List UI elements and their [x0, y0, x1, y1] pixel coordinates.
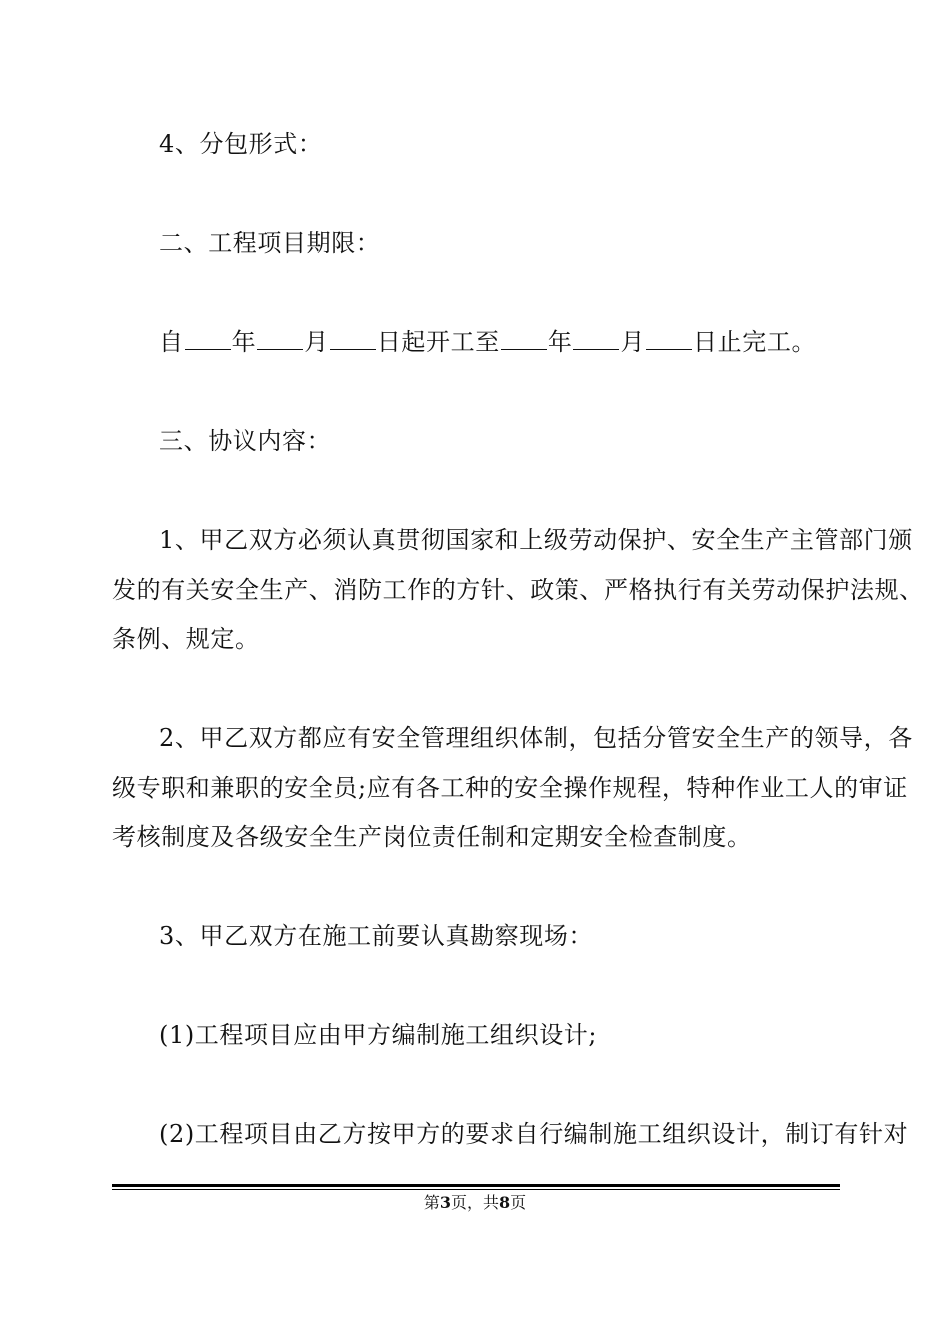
start-label: 日起开工至 — [376, 328, 500, 356]
date-range-line — [159, 326, 816, 358]
current-page: 3 — [439, 1193, 451, 1212]
page-suffix: 页 — [510, 1193, 527, 1212]
section-item-3: 3、甲乙双方在施工前要认真勘察现场： — [159, 922, 594, 950]
sub-item-2: (2)工程项目由乙方按甲方的要求自行编制施工组织设计，制订有针对 — [159, 1120, 909, 1148]
section-heading-3: 三、协议内容： — [159, 427, 332, 455]
blank-end-month — [573, 327, 619, 350]
blank-end-year — [501, 327, 547, 350]
blank-end-day — [646, 327, 692, 350]
section-heading-2: 二、工程项目期限： — [159, 229, 381, 257]
page-number — [0, 1192, 950, 1214]
paragraph-2-line-3: 考核制度及各级安全生产岗位责任制和定期安全检查制度。 — [112, 823, 752, 851]
year-label: 年 — [231, 328, 257, 356]
month-label-2: 月 — [620, 328, 646, 356]
page-prefix: 第 — [423, 1193, 440, 1212]
month-label: 月 — [304, 328, 329, 356]
blank-start-month — [257, 327, 303, 350]
end-label: 日止完工。 — [693, 328, 817, 356]
blank-start-day — [330, 327, 376, 350]
footer-divider-thin — [112, 1189, 840, 1190]
blank-start-year — [185, 327, 231, 350]
paragraph-1-line-2: 发的有关安全生产、消防工作的方针、政策、严格执行有关劳动保护法规、 — [112, 576, 924, 604]
paragraph-1-line-1: 1、甲乙双方必须认真贯彻国家和上级劳动保护、安全生产主管部门颁 — [159, 526, 913, 554]
year-label-2: 年 — [547, 328, 573, 356]
paragraph-1-line-3: 条例、规定。 — [112, 625, 260, 653]
page-middle: 页，共 — [450, 1193, 499, 1212]
sub-item-1: (1)工程项目应由甲方编制施工组织设计; — [159, 1021, 598, 1049]
footer-divider-thick — [112, 1184, 840, 1187]
paragraph-2-line-2: 级专职和兼职的安全员;应有各工种的安全操作规程，特种作业工人的审证 — [112, 774, 908, 802]
paragraph-2-line-1: 2、甲乙双方都应有安全管理组织体制，包括分管安全生产的领导，各 — [159, 724, 913, 752]
total-pages: 8 — [499, 1193, 511, 1212]
section-item-4: 4、分包形式： — [159, 130, 323, 158]
date-from-label: 自 — [159, 328, 184, 356]
